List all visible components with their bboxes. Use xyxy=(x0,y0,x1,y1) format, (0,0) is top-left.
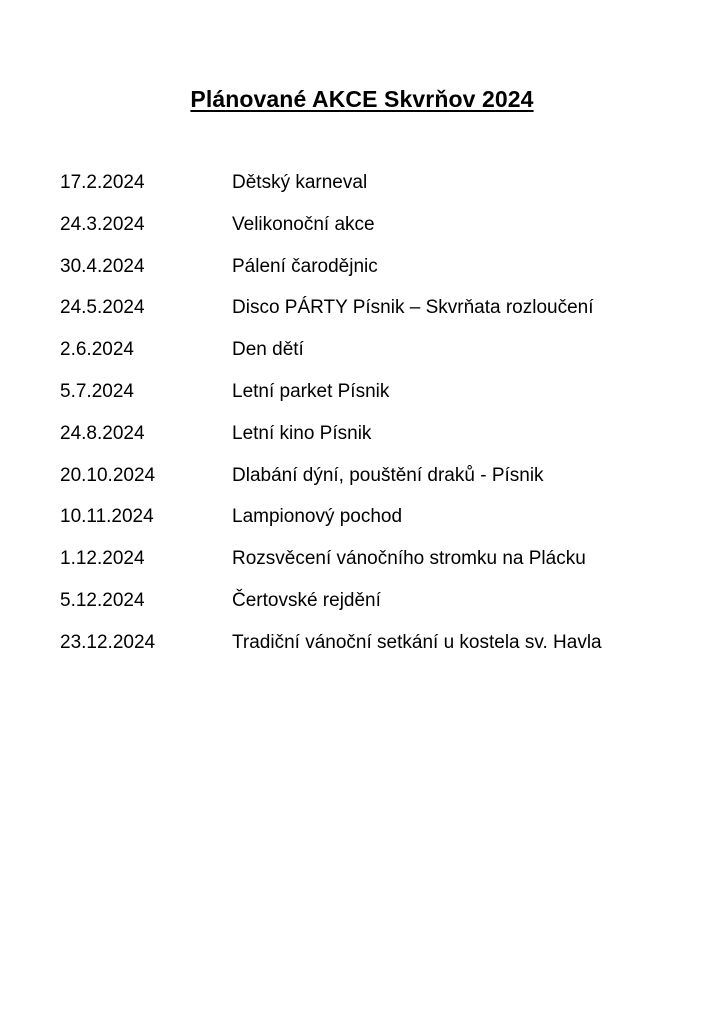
event-date: 5.7.2024 xyxy=(60,380,134,402)
event-row xyxy=(60,423,700,465)
page-title: Plánované AKCE Skvrňov 2024 xyxy=(190,86,534,112)
event-name: Čertovské rejdění xyxy=(232,589,381,611)
event-name: Rozsvěcení vánočního stromku na Plácku xyxy=(232,548,586,570)
event-date: 2.6.2024 xyxy=(60,339,134,361)
event-name: Pálení čarodějnic xyxy=(232,255,378,277)
event-row xyxy=(60,506,700,548)
event-name: Tradiční vánoční setkání u kostela sv. Havla xyxy=(232,631,602,653)
event-date: 23.12.2024 xyxy=(60,631,156,653)
event-date: 20.10.2024 xyxy=(60,464,156,486)
event-name: Dlabání dýní, pouštění draků - Písnik xyxy=(232,464,544,486)
event-name: Letní kino Písnik xyxy=(232,422,372,444)
event-row xyxy=(60,172,700,214)
event-list xyxy=(60,172,700,674)
event-row xyxy=(60,590,700,632)
event-row xyxy=(60,214,700,256)
event-name: Velikonoční akce xyxy=(232,213,375,235)
event-date: 1.12.2024 xyxy=(60,548,145,570)
event-name: Den dětí xyxy=(232,339,304,361)
event-row xyxy=(60,548,700,590)
event-row xyxy=(60,297,700,339)
event-date: 30.4.2024 xyxy=(60,255,145,277)
event-date: 24.3.2024 xyxy=(60,213,145,235)
event-date: 17.2.2024 xyxy=(60,172,145,193)
event-name: Lampionový pochod xyxy=(232,506,403,528)
event-date: 5.12.2024 xyxy=(60,589,145,611)
event-row xyxy=(60,339,700,381)
event-date: 10.11.2024 xyxy=(60,506,154,528)
event-name: Disco PÁRTY Písnik – Skvrňata rozloučení xyxy=(232,297,594,319)
event-name: Letní parket Písnik xyxy=(232,380,390,402)
event-name: Dětský karneval xyxy=(232,172,368,193)
event-row xyxy=(60,381,700,423)
event-date: 24.5.2024 xyxy=(60,297,145,319)
event-row xyxy=(60,256,700,298)
event-date: 24.8.2024 xyxy=(60,422,145,444)
event-row xyxy=(60,465,700,507)
event-row xyxy=(60,632,700,674)
